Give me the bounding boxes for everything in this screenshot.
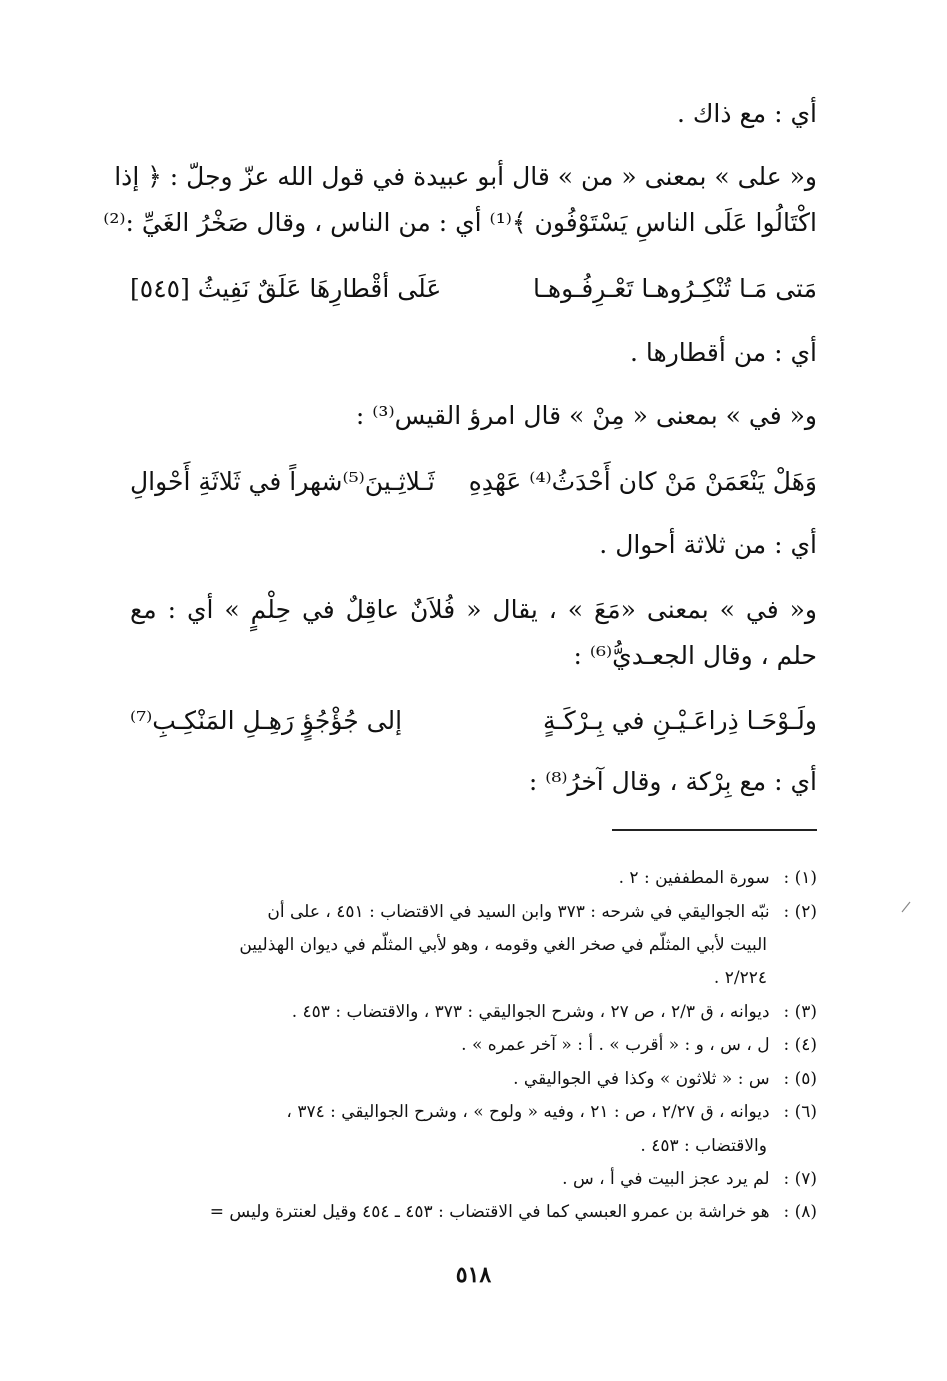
page-number: ٥١٨ (455, 1262, 492, 1288)
verse-3 (130, 704, 817, 738)
footnote-number: (٢) : (783, 902, 817, 922)
footnote-1 (130, 866, 817, 890)
footnote-number: (١) : (783, 868, 817, 888)
verse-3-second-hemistich: إلى جُؤْجُؤٍ رَهِـلِ المَنْكِـبِ⁽⁷⁾ (130, 706, 403, 735)
footnote-8 (130, 1200, 817, 1224)
footnote-text: ل ، س ، و : « أقرب » . أ : « آخر عمره » . (461, 1035, 770, 1055)
body-line-5: و« في » بمعنى « مِنْ » قال امرؤ القيس⁽³⁾ : (355, 401, 817, 430)
footnote-text: سورة المطففين : ٢ . (618, 868, 770, 888)
footnote-number: (٧) : (783, 1169, 817, 1189)
footnote-text: لم يرد عجز البيت في أ ، س . (562, 1169, 770, 1189)
footnote-2-cont-1: البيت لأبي المثلّم في صخر الغي وقومه ، وهو لأبي المثلّم في ديوان الهذليين (239, 935, 767, 955)
verse-2-second-hemistich: ثَـلاثِـينَ⁽⁵⁾شهراً في ثَلاثَةِ أَحْوالِ (130, 467, 435, 496)
footnote-number: (٥) : (783, 1069, 817, 1089)
footnote-separator (612, 829, 817, 831)
footnote-2-cont-2: ٢/٢٢٤ . (713, 968, 767, 988)
footnote-2 (130, 900, 817, 924)
verse-1-first-hemistich: مَتى مَـا تُنْكِـرُوهـا تَعْـرِفُـوهـا (532, 274, 817, 303)
body-line-6: أي : من ثلاثة أحوال . (599, 530, 817, 559)
footnote-3 (130, 1000, 817, 1024)
body-line-7: و« في » بمعنى «مَعَ » ، يقال « فُلاَنٌ عاقِلٌ في حِلْمٍ » أي : مع (130, 595, 817, 624)
body-line-3: اكْتَالُوا عَلَى الناسِ يَسْتَوْفُون ﴾⁽¹⁾ أي : من الناس ، وقال صَخْرُ الغَيِّ :⁽²⁾ (103, 208, 817, 237)
footnote-text: ديوانه ، ق ٢/٣ ، ص ٢٧ ، وشرح الجواليقي : ٣٧٣ ، والاقتضاب : ٤٥٣ . (291, 1002, 770, 1022)
footnote-text: هو خراشة بن عمرو العبسي كما في الاقتضاب : ٤٥٣ ـ ٤٥٤ وقيل لعنترة وليس = (209, 1202, 770, 1222)
footnote-6 (130, 1100, 817, 1124)
footnote-number: (٤) : (783, 1035, 817, 1055)
body-line-9: أي : مع بِرْكة ، وقال آخرُ⁽⁸⁾ : (528, 767, 817, 796)
body-line-4: أي : من أقطارها . (630, 338, 817, 367)
footnote-text: ديوانه ، ق ٢/٢٧ ، ص : ٢١ ، وفيه « ولوح » ، وشرح الجواليقي : ٣٧٤ ، (286, 1102, 770, 1122)
verse-2 (130, 465, 817, 499)
footnote-text: س : « ثلاثون » وكذا في الجواليقي . (513, 1069, 770, 1089)
footnote-text: نبّه الجواليقي في شرحه : ٣٧٣ وابن السيد في الاقتضاب : ٤٥١ ، على أن (267, 902, 770, 922)
verse-2-first-hemistich: وَهَلْ يَنْعَمَنْ مَنْ كان أَحْدَثُ⁽⁴⁾ عَهْدِهِ (468, 467, 817, 496)
body-line-1: أي : مع ذاك . (676, 99, 817, 128)
body-line-2: و« على » بمعنى « من » قال أبو عبيدة في قول الله عزّ وجلّ : ﴿ إذا (114, 162, 817, 191)
verse-1-second-hemistich: عَلَى أقْطارِهَا عَلَقٌ نَفِيثُ [٥٤٥] (130, 274, 442, 303)
footnote-7 (130, 1167, 817, 1191)
footnote-5 (130, 1067, 817, 1091)
body-line-8: حلم ، وقال الجعـديُّ⁽⁶⁾ : (573, 641, 817, 670)
margin-stroke-mark (900, 900, 912, 914)
verse-1 (130, 272, 817, 306)
footnote-4 (130, 1033, 817, 1057)
footnote-number: (٣) : (783, 1002, 817, 1022)
footnote-number: (٨) : (783, 1202, 817, 1222)
footnote-6-cont: والاقتضاب : ٤٥٣ . (640, 1136, 767, 1156)
footnote-number: (٦) : (783, 1102, 817, 1122)
verse-3-first-hemistich: ولَـوْحَـا ذِراعَـيْـنِ في بِـرْكَـةٍ (543, 706, 817, 735)
